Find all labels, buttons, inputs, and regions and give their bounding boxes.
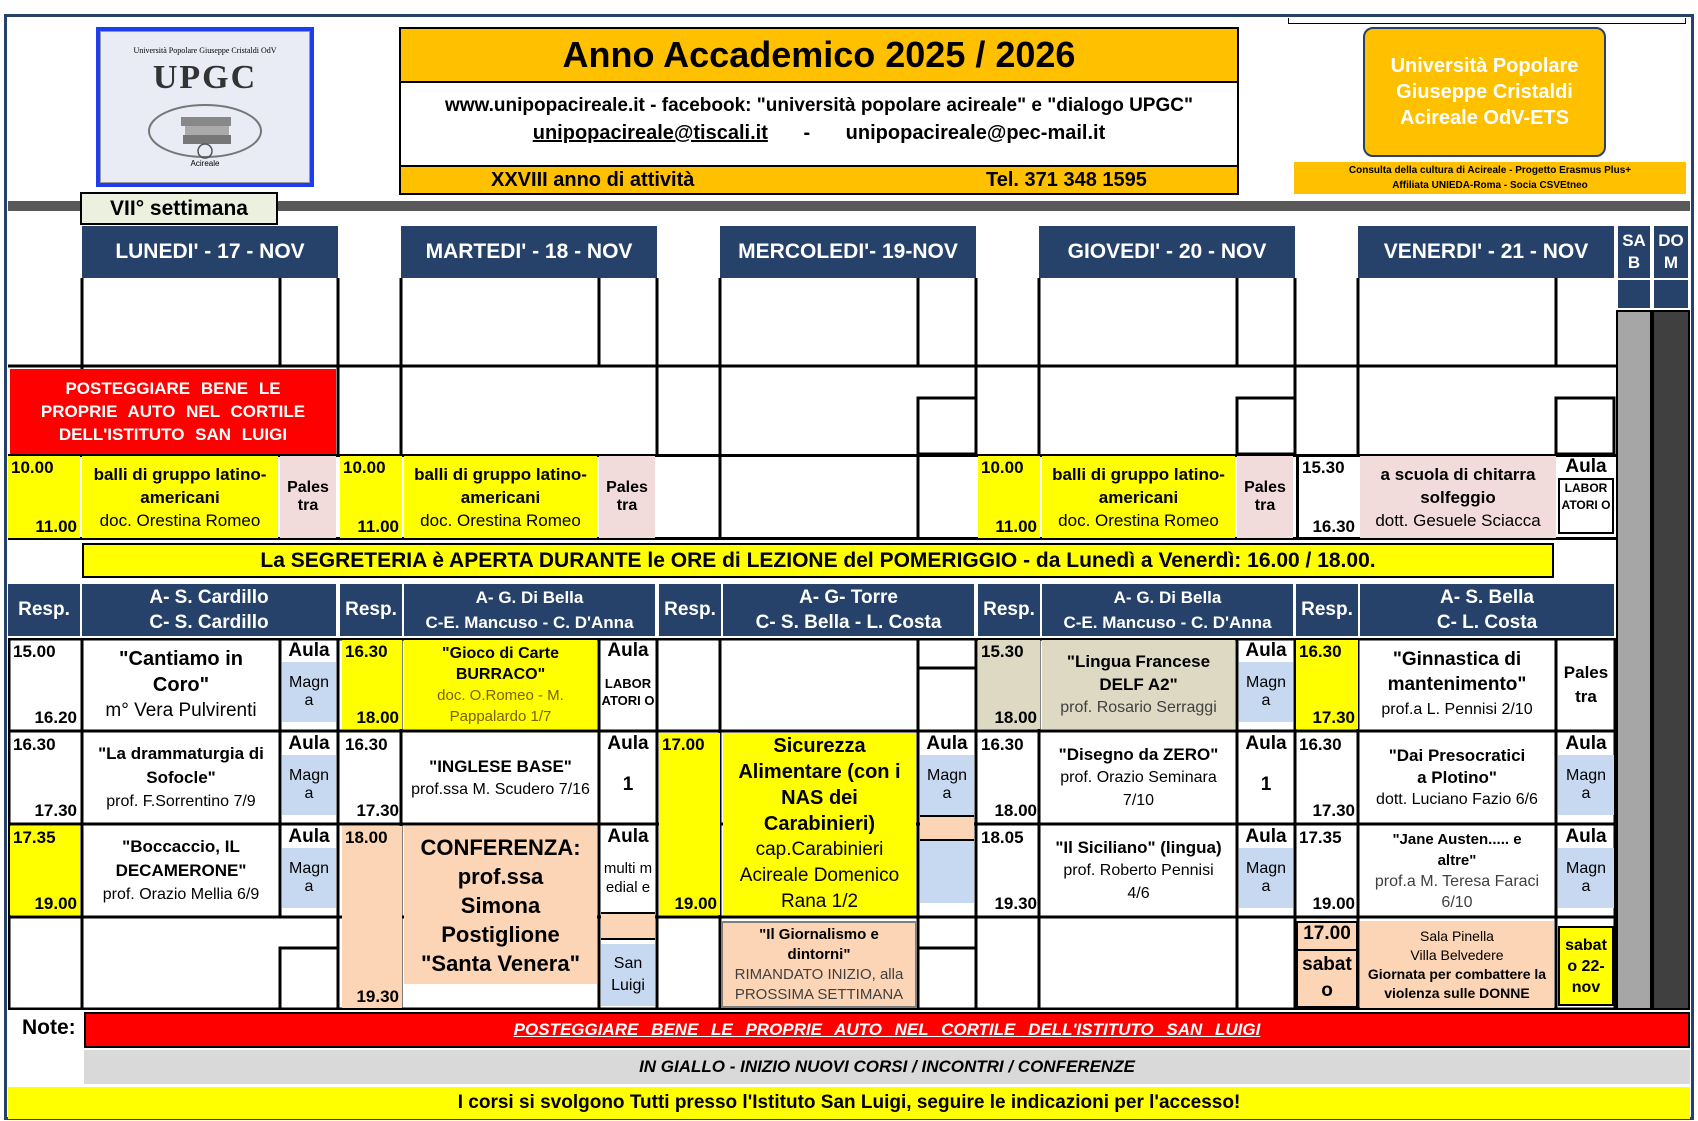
parking-warning-box: POSTEGGIARE BENE LE PROPRIE AUTO NEL CORTILE DELL'ISTITUTO SAN LUIGI — [10, 369, 336, 454]
segreteria-banner: La SEGRETERIA è APERTA DURANTE le ORE di LEZIONE del POMERIGGIO - da Lunedì a Venerdì: 16.00 / 18.00. — [82, 543, 1554, 578]
giallo-note: IN GIALLO - INIZIO NUOVI CORSI / INCONTRI / CONFERENZE — [84, 1050, 1690, 1084]
mon-morning-course: balli di gruppo latino-americani doc. Orestina Romeo — [82, 456, 278, 538]
resp-thu-label: Resp. — [978, 584, 1040, 636]
top-right-rule — [1288, 18, 1686, 24]
resp-mon: A- S. Cardillo C- S. Cardillo — [82, 584, 336, 636]
wed-room-swatch — [920, 815, 974, 841]
mon-morning-room: Pales tra — [280, 456, 336, 538]
logo — [96, 27, 314, 187]
day-header-mon: LUNEDI' - 17 - NOV — [82, 226, 338, 278]
logo-books-icon — [145, 97, 265, 159]
tue-conference: CONFERENZA: prof.ssa Simona Postiglione "Santa Venera" — [404, 826, 597, 984]
day-header-fri: VENERDI' - 21 - NOV — [1358, 226, 1614, 278]
title-box — [399, 27, 1239, 195]
resp-fri: A- S. Bella C- L. Costa — [1360, 584, 1614, 636]
week-label: VII° settimana — [80, 192, 278, 225]
fri-morning-time: 15.30 16.30 — [1296, 456, 1358, 538]
thu-slot2-room: Aula 1 — [1245, 733, 1287, 795]
email-link[interactable]: unipopacireale@tiscali.it — [532, 122, 768, 144]
thu-slot1-room: Aula Magn a — [1239, 640, 1293, 729]
sat-column — [1618, 280, 1650, 308]
mon-slot1-course: "Cantiamo in Coro" m° Vera Pulvirenti — [105, 647, 257, 721]
resp-tue: A- G. Di Bella C-E. Mancuso - C. D'Anna — [404, 584, 655, 636]
fri-event-violenza: Sala Pinella Villa Belvedere Giornata per combattere la violenza sulle DONNE — [1360, 921, 1554, 1008]
sun-column — [1654, 280, 1688, 308]
fri-event-date: sabat o 22- nov — [1558, 926, 1614, 1006]
fri-slot1-course: "Ginnastica di mantenimento" prof.a L. Pennisi 2/10 — [1381, 649, 1533, 718]
tue-slot1-time: 16.30 18.00 — [342, 640, 402, 729]
fri-slot2-room: Aula Magn a — [1558, 733, 1614, 822]
fri-slot2-course: "Dai Presocratici a Plotino" dott. Luciano Fazio 6/6 — [1376, 745, 1538, 808]
day-header-wed: MERCOLEDI'- 19-NOV — [720, 226, 976, 278]
footer-banner: I corsi si svolgono Tutti presso l'Istituto San Luigi, seguire le indicazioni per l'accesso! — [8, 1087, 1690, 1119]
resp-fri-label: Resp. — [1296, 584, 1358, 636]
web-line: www.unipopacireale.it - facebook: "università popolare acireale" e "dialogo UPGC" — [444, 95, 1193, 116]
thu-slot3-room: Aula Magn a — [1239, 826, 1293, 915]
thu-slot2-time: 16.30 18.00 — [981, 735, 1037, 820]
resp-tue-label: Resp. — [340, 584, 402, 636]
tue-slot1-course: "Gioco di Carte BURRACO" doc. O.Romeo - M. Pappalardo 1/7 — [404, 640, 597, 729]
notes-label: Note: — [22, 1016, 76, 1039]
day-header-tue: MARTEDI' - 18 - NOV — [401, 226, 657, 278]
mon-slot3-course: "Boccaccio, IL DECAMERONE" prof. Orazio Mellia 6/9 — [102, 836, 260, 903]
thu-slot2-course: "Disegno da ZERO" prof. Orazio Seminara 7/10 — [1058, 745, 1219, 809]
fri-morning-room: Aula LABOR ATORI O — [1558, 456, 1614, 538]
activity-bar — [401, 165, 1237, 193]
wed-morning-empty — [659, 456, 977, 538]
anno-attivita: XXVIII anno di attività — [491, 169, 695, 191]
thu-slot3-course: "Il Siciliano" (lingua) prof. Roberto Pennisi 4/6 — [1055, 838, 1222, 902]
fri-slot1-room: Pales tra — [1563, 662, 1609, 706]
tue-slot2-course: "INGLESE BASE" prof.ssa M. Scudero 7/16 — [411, 756, 590, 798]
fri-slot3-room: Aula Magn a — [1558, 826, 1614, 915]
affiliations: Consulta della cultura di Acireale - Progetto Erasmus Plus+ Affiliata UNIEDA-Roma - Socia CSVEtneo — [1294, 162, 1686, 194]
fri-slot3-time: 17.35 19.00 — [1299, 828, 1355, 913]
sun-header: DO M — [1654, 226, 1688, 278]
day-header-thu: GIOVEDI' - 20 - NOV — [1039, 226, 1295, 278]
wed-room-swatch-2 — [920, 841, 974, 903]
tue-slot1-room: Aula LABOR ATORI O — [601, 640, 655, 708]
mon-slot3-time: 17.35 19.00 — [10, 826, 80, 915]
tue-slot2-time: 16.30 17.30 — [345, 735, 399, 820]
wed-giornalismo: "Il Giornalismo e dintorni" RIMANDATO INIZIO, alla PROSSIMA SETTIMANA — [721, 921, 917, 1008]
logo-org-line: Università Popolare Giuseppe Cristaldi OdV — [133, 46, 277, 55]
resp-wed: A- G- Torre C- S. Bella - L. Costa — [723, 584, 974, 636]
logo-text: UPGC — [152, 59, 258, 96]
mon-morning-time: 10.00 11.00 — [8, 456, 80, 538]
fri-slot4-time: 17.00 sabat o — [1296, 921, 1358, 1008]
tue-room-swatch — [601, 912, 655, 940]
mon-slot1-room: Aula Magn a — [282, 640, 336, 729]
tue-morning-course: balli di gruppo latino-americani doc. Orestina Romeo — [404, 456, 597, 538]
mon-slot2-course: "La drammaturgia di Sofocle" prof. F.Sorrentino 7/9 — [98, 743, 264, 810]
wed-slot-room: Aula Magn a — [920, 733, 974, 915]
resp-mon-label: Resp. — [8, 584, 80, 636]
thu-morning-course: balli di gruppo latino-americani doc. Orestina Romeo — [1042, 456, 1235, 538]
thu-morning-room: Pales tra — [1237, 456, 1293, 538]
sat-gray — [1616, 310, 1652, 1010]
resp-thu: A- G. Di Bella C-E. Mancuso - C. D'Anna — [1042, 584, 1293, 636]
fri-slot2-time: 16.30 17.30 — [1299, 735, 1355, 820]
pec-email: unipopacireale@pec-mail.it — [845, 122, 1106, 144]
sun-gray — [1652, 310, 1690, 1010]
tue-slot2-room: Aula 1 — [607, 733, 649, 795]
thu-slot1-time: 15.30 18.00 — [978, 640, 1040, 729]
thu-slot1-course: "Lingua Francese DELF A2" prof. Rosario Serraggi — [1042, 640, 1235, 729]
tue-slot3-time: 18.00 19.30 — [342, 826, 402, 1008]
tue-morning-room: Pales tra — [599, 456, 655, 538]
mon-slot3-room: Aula Magn a — [282, 826, 336, 915]
thu-slot3-time: 18.05 19.30 — [981, 828, 1037, 913]
tue-morning-time: 10.00 11.00 — [340, 456, 402, 538]
resp-wed-label: Resp. — [659, 584, 721, 636]
mon-slot2-room: Aula Magn a — [282, 733, 336, 822]
logo-city: Acireale — [190, 159, 220, 168]
fri-slot1-time: 16.30 17.30 — [1296, 640, 1358, 729]
fri-morning-course: a scuola di chitarra solfeggio dott. Gesuele Sciacca — [1360, 456, 1556, 538]
email-line: unipopacireale@tiscali.it - unipopacireale@pec-mail.it — [532, 122, 1106, 144]
wed-slot-time: 17.00 19.00 — [659, 733, 720, 915]
mon-slot2-time: 16.30 17.30 — [13, 735, 77, 820]
wed-morning-lines — [659, 456, 977, 538]
thu-morning-time: 10.00 11.00 — [978, 456, 1040, 538]
tue-slot3-room: Aula multi medial e San Luigi — [601, 826, 655, 1008]
sat-header: SA B — [1618, 226, 1650, 278]
academic-year-title: Anno Accademico 2025 / 2026 — [401, 29, 1237, 83]
fri-slot3-course: "Jane Austen..... e altre" prof.a M. Teresa Faraci 6/10 — [1374, 830, 1540, 911]
mon-slot1-time: 15.00 16.20 — [13, 642, 77, 727]
org-badge: Università Popolare Giuseppe Cristaldi Acireale OdV-ETS — [1363, 27, 1606, 157]
phone: Tel. 371 348 1595 — [986, 169, 1147, 191]
wed-nas-course: Sicurezza Alimentare (con i NAS dei Carabinieri) cap.Carabinieri Acireale Domenico Rana 1/2 — [723, 733, 916, 915]
notes-parking-bar: POSTEGGIARE BENE LE PROPRIE AUTO NEL CORTILE DELL'ISTITUTO SAN LUIGI — [84, 1012, 1690, 1048]
